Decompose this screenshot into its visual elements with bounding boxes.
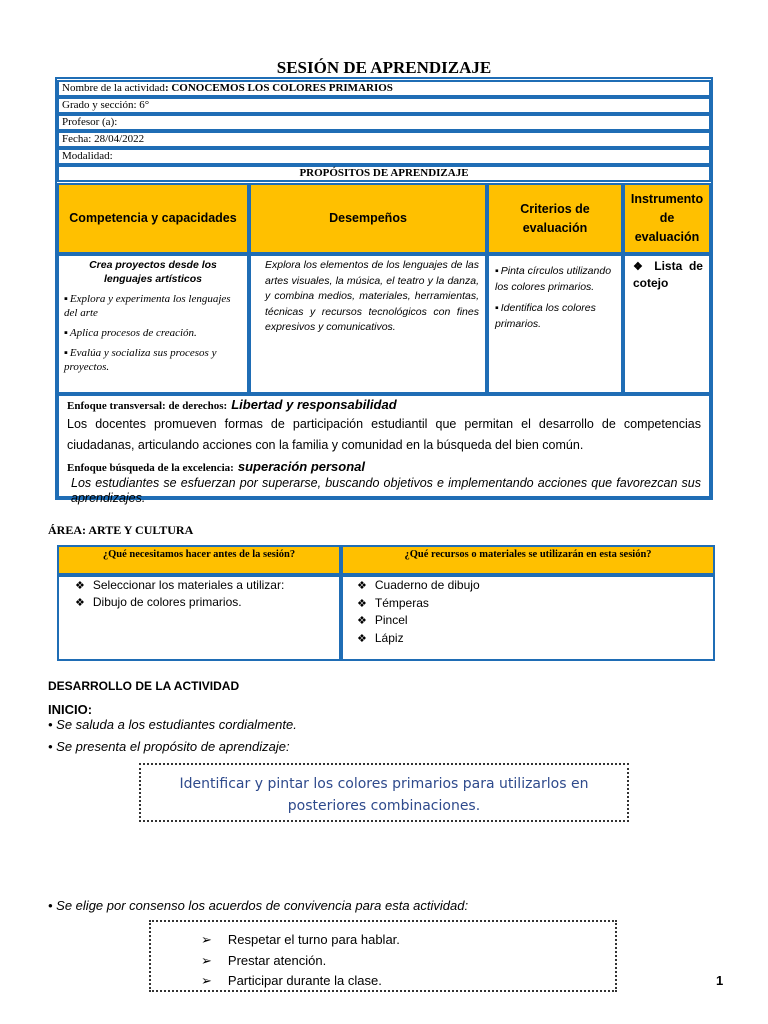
resource-item: ❖ Pincel [357, 612, 713, 630]
page-number: 1 [716, 973, 724, 988]
performance-cell [249, 254, 487, 394]
activity-value: : CONOCEMOS LOS COLORES PRIMARIOS [164, 82, 393, 94]
purpose-text: Identificar y pintar los colores primarios para utilizarlos en posteriores combinaciones. [179, 776, 589, 814]
before-item: ❖ Seleccionar los materiales a utilizar: [75, 577, 339, 594]
resource-item: ❖ Témperas [357, 595, 713, 613]
criteria-item: ▪ Pinta círculos utilizando los colores primarios. [495, 264, 615, 295]
resource-item: ❖ Lápiz [357, 630, 713, 648]
bullet-greeting-text: Se saluda a los estudiantes cordialmente. [56, 717, 297, 732]
q2-header: ¿Qué recursos o materiales se utilizarán en esta sesión? [341, 545, 715, 575]
inicio-label: INICIO: [48, 702, 93, 717]
excelencia-label: Enfoque búsqueda de la excelencia: [67, 462, 234, 474]
criteria-item: ▪ Identifica los colores primarios. [495, 301, 615, 332]
bullet-agreements: • Se elige por consenso los acuerdos de convivencia para esta actividad: [48, 898, 469, 913]
col-performance-header: Desempeños [249, 183, 487, 254]
area-label: ÁREA: ARTE Y CULTURA [48, 523, 194, 537]
capacity-item: ▪ Explora y experimenta los lenguajes del arte [64, 292, 242, 320]
bullet-purpose: • Se presenta el propósito de aprendizaje: [48, 739, 290, 754]
date-row: Fecha: 28/04/2022 [57, 131, 711, 148]
transversal-label: Enfoque transversal: de derechos: [67, 400, 228, 412]
competence-cell [57, 254, 249, 394]
purposes-row: PROPÓSITOS DE APRENDIZAJE [57, 165, 711, 182]
resources-cell [341, 575, 715, 661]
enfoques-cell [57, 394, 711, 505]
bullet-greeting: • Se saluda a los estudiantes cordialmente. [48, 717, 297, 732]
agreements-box [149, 920, 617, 992]
teacher-row: Profesor (a): [57, 114, 711, 131]
before-cell [57, 575, 341, 661]
col-instrument-header: Instrumento de evaluación [623, 183, 711, 254]
performance-text: Explora los elementos de los lenguajes de las artes visuales, la música, el teatro y la danza, y combina medios, materiales, herramientas, técnicas y recursos tecnológicos con fines expresivos y comunicativos. [265, 259, 479, 333]
modality-row: Modalidad: [57, 148, 711, 165]
before-item: ❖ Dibujo de colores primarios. [75, 594, 339, 611]
excelencia-text: Los estudiantes se esfuerzan por superarse, buscando objetivos e implementando acciones que favorezcan sus aprendizajes. [71, 476, 701, 505]
grade-row: Grado y sección: 6° [57, 97, 711, 114]
page-title: SESIÓN DE APRENDIZAJE [276, 58, 492, 77]
purpose-box [139, 763, 629, 822]
desarrollo-title: DESARROLLO DE LA ACTIVIDAD [48, 679, 240, 693]
agreement-item: ➢ Prestar atención. [201, 951, 615, 972]
capacity-item: ▪ Aplica procesos de creación. [64, 326, 242, 340]
bullet-purpose-text: Se presenta el propósito de aprendizaje: [56, 739, 290, 754]
activity-label: Nombre de la actividad [62, 82, 165, 94]
transversal-value: Libertad y responsabilidad [231, 397, 397, 412]
competence-title: Crea proyectos desde los lenguajes artísticos [89, 259, 217, 285]
col-competence-header: Competencia y capacidades [57, 183, 249, 254]
capacity-item: ▪ Evalúa y socializa sus procesos y proyectos. [64, 346, 242, 374]
agreement-item: ➢ Respetar el turno para hablar. [201, 930, 615, 951]
col-criteria-header: Criterios de evaluación [487, 183, 623, 254]
instrument-text: ❖ Lista de cotejo [633, 258, 703, 291]
activity-row [57, 80, 711, 97]
agreement-item: ➢ Participar durante la clase. [201, 971, 615, 992]
q1-header: ¿Qué necesitamos hacer antes de la sesión? [57, 545, 341, 575]
transversal-text: Los docentes promueven formas de participación estudiantil que permitan el desarrollo de competencias ciudadanas, articulando acciones con la familia y comunidad en la búsqueda del bien común. [67, 417, 701, 452]
resource-item: ❖ Cuaderno de dibujo [357, 577, 713, 595]
criteria-cell [487, 254, 623, 394]
instrument-cell [623, 254, 711, 394]
excelencia-value: superación personal [237, 459, 366, 474]
bullet-agreements-text: Se elige por consenso los acuerdos de convivencia para esta actividad: [56, 898, 469, 913]
